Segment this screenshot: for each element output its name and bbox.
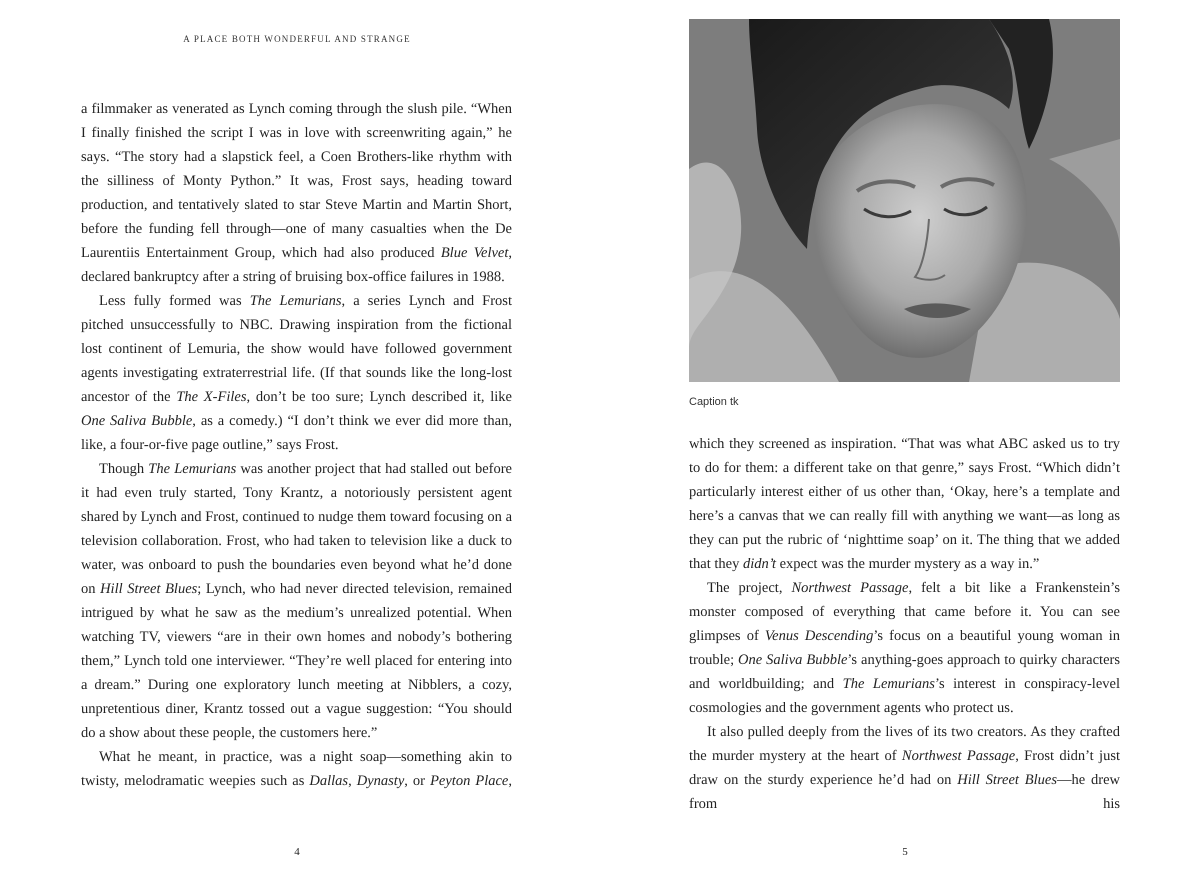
photograph: [689, 19, 1120, 382]
paragraph: [689, 432, 1120, 576]
page-number: 5: [902, 846, 908, 858]
italic-text: Northwest Passage: [791, 580, 909, 596]
italic-text: Hill Street Blues: [957, 772, 1057, 788]
italic-text: Dynasty: [356, 773, 405, 789]
text-run: expect was the murder mystery as a way in.”: [776, 556, 1040, 572]
italic-text: didn’t: [742, 556, 776, 572]
body-text: [81, 97, 512, 793]
italic-text: Dallas: [309, 773, 349, 789]
text-run: The project,: [707, 580, 792, 596]
text-run: which they screened as inspiration. “That was what ABC asked us to try to do for them: a different take on that genre,” says Frost. “Which didn’t particularly interest either of us other than, ‘Okay, here’s a template and here’s a canvas that we can really fill with anything we want—as long as they can put the rubric of ‘nighttime soap’ on it. The thing that we added that they: [689, 436, 1120, 572]
text-run: was another project that had stalled out before it had even truly started, Tony Krantz, a notoriously persistent agent shared by Lynch and Frost, continued to nudge them toward focusing on a television collaboration. Frost, who had taken to television like a duck to water, was onboard to push the boundaries even beyond what he’d done on: [81, 461, 512, 597]
running-head: A PLACE BOTH WONDERFUL AND STRANGE: [183, 34, 411, 44]
italic-text: Northwest Passage: [901, 748, 1016, 764]
photo-image: [689, 19, 1120, 382]
italic-text: One Saliva Bubble: [81, 413, 193, 429]
text-run: , a series Lynch and Frost pitched unsuccessfully to NBC. Drawing inspiration from the fictional lost continent of Lemuria, the show would have followed government agents investigating extraterrestrial life. (If that sounds like the long-lost ancestor of the: [81, 293, 512, 405]
text-run: ,: [348, 773, 357, 789]
italic-text: Peyton Place: [430, 773, 509, 789]
text-run: —he drew from his: [689, 772, 1121, 812]
text-run: a filmmaker as venerated as Lynch coming through the slush pile. “When I finally finished the script I was in love with screenwriting again,” he says. “The story had a slapstick feel, a Coen Brothers-like rhythm with the silliness of Monty Python.” It was, Frost says, heading toward production, and tentatively slated to star Steve Martin and Martin Short, before the funding fell through—one of many casualties when the De Laurentiis Entertainment Group, which had also produced: [81, 101, 512, 261]
text-run: , declared bankruptcy after a string of bruising box-office failures in 1988.: [81, 245, 513, 285]
right-page: [600, 0, 1200, 896]
text-run: ’s anything-goes approach to quirky characters and worldbuilding; and: [689, 652, 1120, 692]
italic-text: Hill Street Blues: [100, 581, 198, 597]
page-number: 4: [294, 846, 300, 858]
text-run: , don’t be too sure; Lynch described it, like: [246, 389, 512, 405]
italic-text: The Lemurians: [148, 461, 237, 477]
text-run: ’s focus on a beautiful young woman in trouble;: [689, 628, 1121, 668]
italic-text: Venus Descending: [764, 628, 874, 644]
text-run: , as a comedy.) “I don’t think we ever did more than, like, a four-or-five page outline,” says Frost.: [81, 413, 512, 453]
body-text: [689, 432, 1120, 816]
italic-text: Blue Velvet: [440, 245, 509, 261]
text-run: Less fully formed was: [99, 293, 250, 309]
text-run: , or: [404, 773, 431, 789]
paragraph: [689, 720, 1120, 816]
italic-text: The Lemurians: [249, 293, 342, 309]
text-run: ,: [508, 773, 512, 789]
italic-text: The X-Files: [176, 389, 247, 405]
paragraph: [81, 745, 512, 793]
text-run: It also pulled deeply from the lives of its two creators. As they crafted the murder mystery at the heart of: [689, 724, 1120, 764]
italic-text: One Saliva Bubble: [738, 652, 848, 668]
paragraph: [81, 457, 512, 745]
paragraph: [81, 97, 512, 289]
paragraph: [81, 289, 512, 457]
photo-caption: Caption tk: [689, 396, 739, 408]
text-run: , Frost didn’t just draw on the sturdy experience he’d had on: [689, 748, 1121, 788]
italic-text: The Lemurians: [842, 676, 935, 692]
text-run: ; Lynch, who had never directed television, remained intrigued by what he saw as the medium’s unrealized potential. When watching TV, viewers “are in their own homes and nobody’s bothering them,” Lynch told one interviewer. “They’re well placed for entering into a dream.” During one exploratory lunch meeting at Nibblers, a cozy, unpretentious diner, Krantz tossed out a vague suggestion: “You should do a show about these people, the customers here.”: [81, 581, 512, 741]
text-run: Though: [99, 461, 149, 477]
text-run: ’s interest in conspiracy-level cosmologies and the government agents who protect us.: [689, 676, 1120, 716]
text-run: What he meant, in practice, was a night soap—something akin to twisty, melodramatic weepies such as: [81, 749, 512, 789]
paragraph: [689, 576, 1120, 720]
text-run: , felt a bit like a Frankenstein’s monster composed of everything that came before it. You can see glimpses of: [689, 580, 1120, 644]
